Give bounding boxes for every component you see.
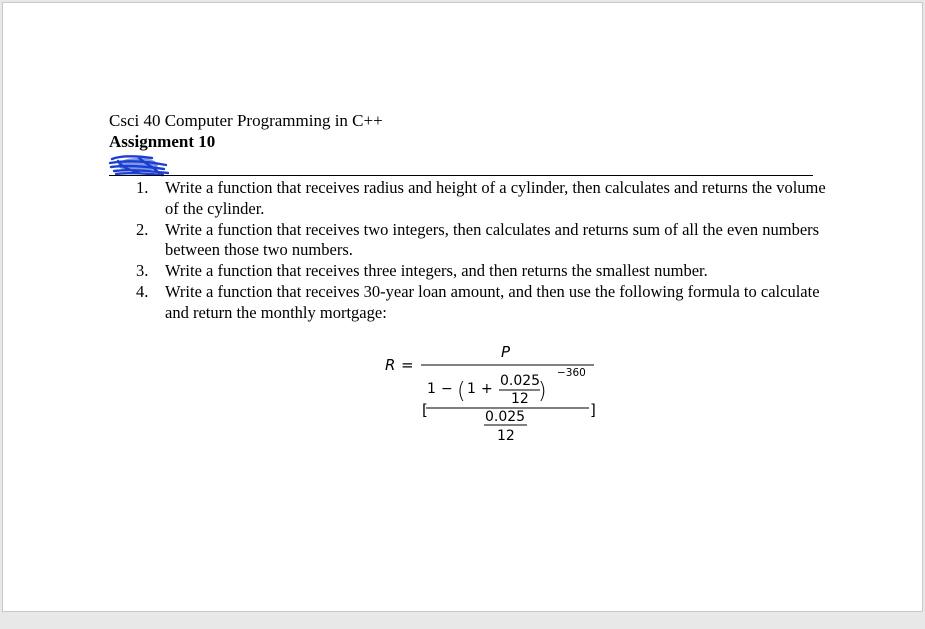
rate-denominator-b: 12 — [497, 428, 515, 444]
assignment-title: Assignment 10 — [109, 132, 216, 151]
item-number: 1. — [136, 178, 149, 197]
formula-one-b: 1 — [467, 381, 476, 397]
item-text: Write a function that receives radius and height of a cylinder, then calculates and returns the volume of the cylinder. — [165, 178, 826, 218]
right-paren: ) — [538, 379, 547, 404]
item-text: Write a function that receives 30-year loan amount, and then use the following formula to calculate and return the monthly mortgage: — [165, 281, 820, 322]
item-number: 3. — [136, 261, 149, 281]
formula-lhs: R — [385, 356, 396, 374]
formula-equals: = — [401, 356, 414, 374]
rate-denominator: 12 — [511, 391, 529, 407]
formula-exponent: −360 — [557, 367, 586, 379]
formula-minus: − — [441, 381, 453, 397]
formula-plus: + — [481, 381, 493, 397]
rate-numerator-b: 0.025 — [485, 409, 526, 425]
course-title: Csci 40 Computer Programming in C++ — [109, 111, 383, 130]
left-bracket: [ — [422, 401, 428, 419]
rate-numerator: 0.025 — [500, 373, 541, 389]
right-bracket: ] — [590, 401, 596, 419]
formula-numerator: P — [501, 343, 511, 361]
left-paren: ( — [457, 379, 466, 404]
item-text: Write a function that receives three integers, and then returns the smallest number. — [165, 261, 708, 281]
item-number: 2. — [136, 219, 149, 239]
item-number: 4. — [136, 281, 149, 301]
item-text: Write a function that receives two integers, then calculates and returns sum of all the even numbers between those two numbers. — [165, 219, 820, 260]
formula-one: 1 — [427, 381, 436, 397]
